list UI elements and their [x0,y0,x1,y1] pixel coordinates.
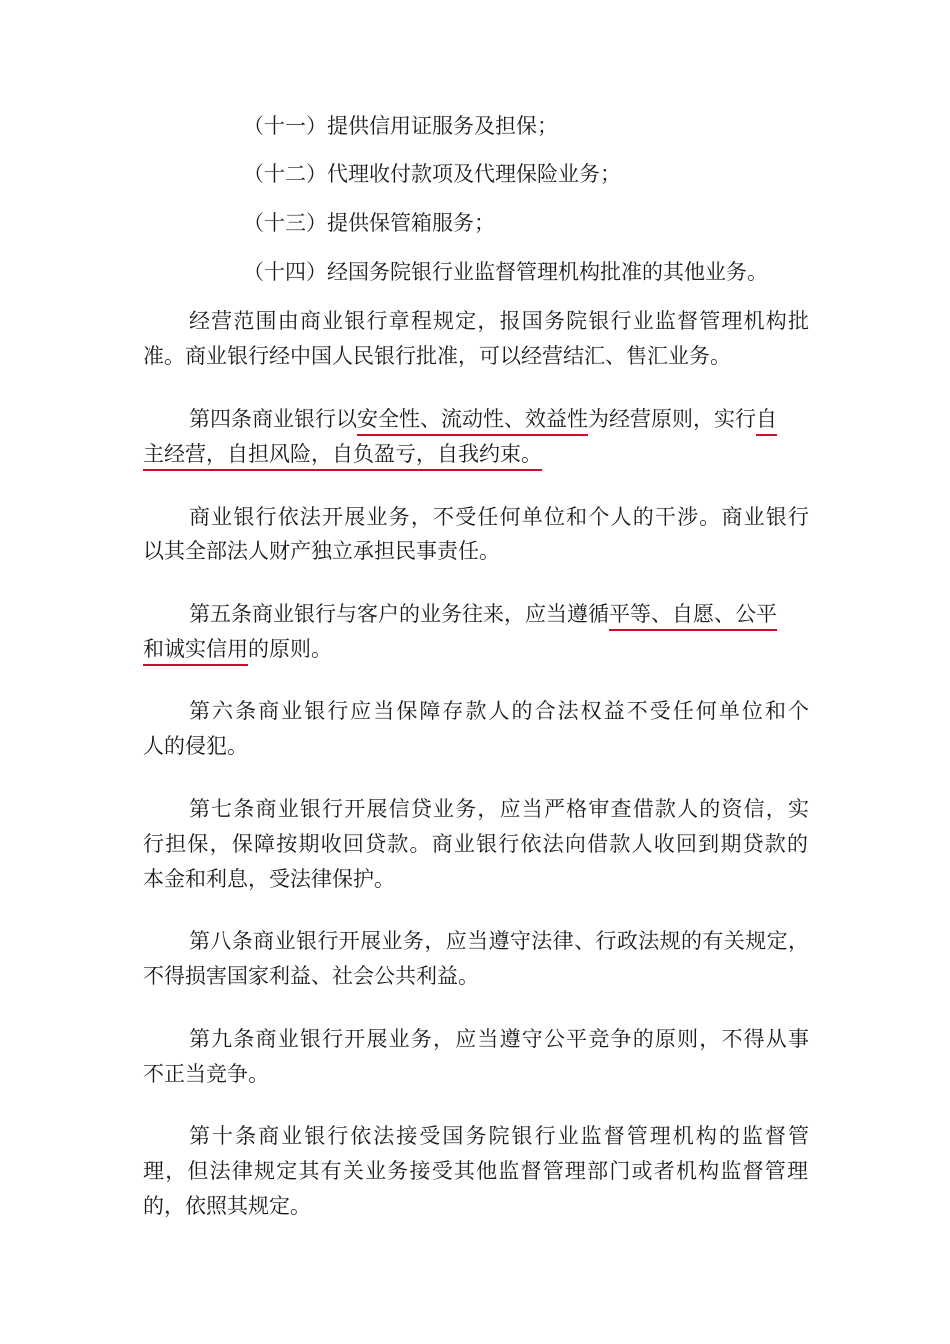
list-item-12: （十二）代理收付款项及代理保险业务； [243,162,621,186]
article-5-line-2 [143,632,808,666]
article-4-line-2 [143,437,808,471]
article-9-line-1: 第九条商业银行开展业务，应当遵守公平竞争的原则，不得从事 [189,1027,809,1051]
highlight-autonomy: 主经营，自担风险，自负盈亏，自我约束。 [143,442,542,471]
list-item-13: （十三）提供保管箱服务； [243,211,495,235]
list-item-14: （十四）经国务院银行业监督管理机构批准的其他业务。 [243,260,768,284]
article-5-text: 第五条商业银行与客户的业务往来，应当遵循 [189,602,609,626]
highlight-autonomy-start: 自 [756,407,777,436]
article-5-line-1 [189,597,809,631]
article-10-line-2: 理，但法律规定其有关业务接受其他监督管理部门或者机构监督管理 [143,1159,808,1183]
article-7-line-3: 本金和利息，受法律保护。 [143,867,395,891]
article-5-text-end: 的原则。 [248,637,332,661]
article-10-line-3: 的，依照其规定。 [143,1194,311,1218]
article-6-line-1: 第六条商业银行应当保障存款人的合法权益不受任何单位和个 [189,699,809,723]
highlight-equality: 平等、自愿、公平 [609,602,777,631]
article-4b-line-2: 以其全部法人财产独立承担民事责任。 [143,539,500,563]
article-4-text: 第四条商业银行以 [189,407,357,431]
highlight-honesty: 和诚实信用 [143,637,248,666]
highlight-principles: 安全性、流动性、效益性 [357,407,588,436]
article-4-text-mid: 为经营原则，实行 [588,407,756,431]
article-7-line-1: 第七条商业银行开展信贷业务，应当严格审查借款人的资信，实 [189,797,809,821]
article-10-line-1: 第十条商业银行依法接受国务院银行业监督管理机构的监督管 [189,1124,809,1148]
article-8-line-1: 第八条商业银行开展业务，应当遵守法律、行政法规的有关规定， [189,929,809,953]
list-item-11: （十一）提供信用证服务及担保； [243,114,558,138]
article-4-line-1 [189,402,809,436]
article-6-line-2: 人的侵犯。 [143,734,248,758]
article-8-line-2: 不得损害国家利益、社会公共利益。 [143,964,479,988]
article-4b-line-1: 商业银行依法开展业务，不受任何单位和个人的干涉。商业银行 [189,505,809,529]
article-7-line-2: 行担保，保障按期收回贷款。商业银行依法向借款人收回到期贷款的 [143,832,808,856]
scope-line-1: 经营范围由商业银行章程规定，报国务院银行业监督管理机构批 [189,309,809,333]
article-9-line-2: 不正当竞争。 [143,1062,269,1086]
scope-line-2: 准。商业银行经中国人民银行批准，可以经营结汇、售汇业务。 [143,344,731,368]
